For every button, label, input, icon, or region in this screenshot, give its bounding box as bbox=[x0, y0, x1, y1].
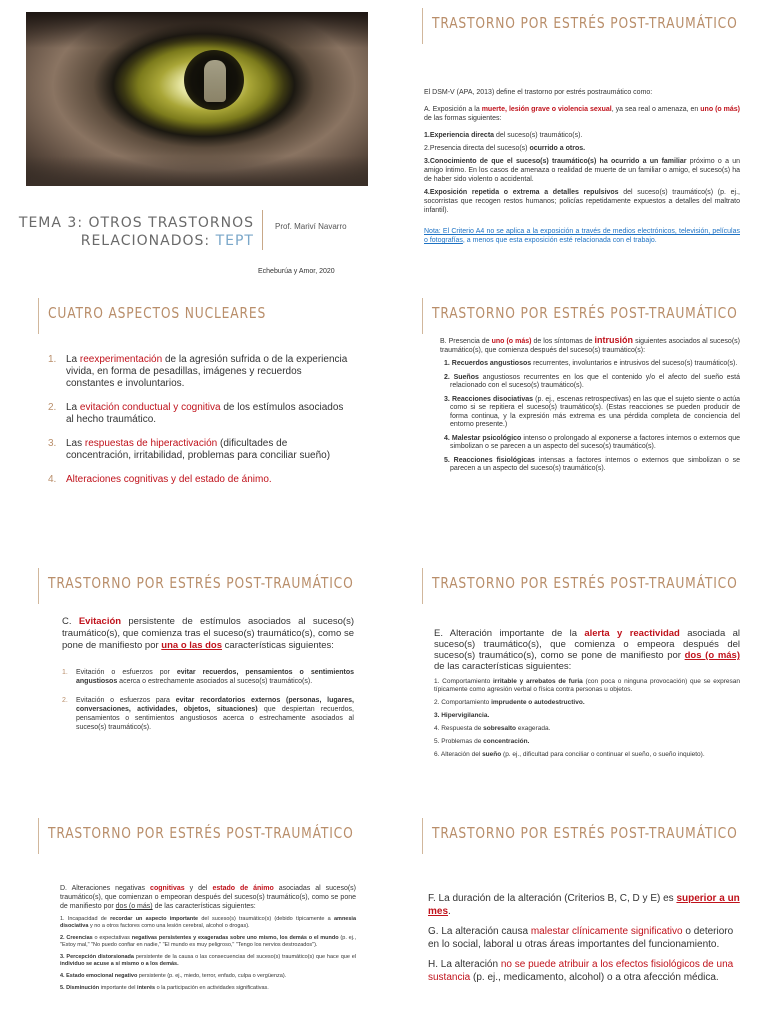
item-number: 4. bbox=[48, 474, 57, 485]
highlight-text: estado de ánimo bbox=[212, 885, 274, 892]
bold-text: 3.Conocimiento de que el suceso(s) traumático(s) ha ocurrido a un familiar bbox=[424, 158, 687, 165]
text-run: de las características siguientes: bbox=[434, 661, 572, 672]
highlight-text: malestar clínicamente significativo bbox=[530, 926, 683, 937]
item-number: 3. bbox=[48, 438, 57, 449]
text-run: siguientes asociados al suceso(s) traumático(s), que comienza después del suceso(s) traumático(s): bbox=[440, 338, 740, 354]
underlined-text: dos (o más) bbox=[115, 903, 153, 910]
list-item bbox=[434, 678, 740, 694]
list-item bbox=[60, 985, 356, 992]
bold-text: amnesia disociativa bbox=[60, 916, 357, 929]
bold-text: 3. Reacciones disociativas bbox=[444, 395, 534, 403]
highlight-text: Evitación bbox=[78, 616, 122, 627]
bold-text: 1. Recuerdos angustiosos bbox=[444, 360, 532, 367]
bold-text: irritable y arrebatos de furia bbox=[492, 678, 583, 685]
citation: Echeburúa y Amor, 2020 bbox=[258, 268, 335, 275]
slide-body bbox=[60, 884, 356, 997]
bold-text: 3. Hipervigilancia. bbox=[434, 712, 490, 719]
text-run: B. Presencia de bbox=[440, 338, 492, 345]
text-run: de los síntomas de bbox=[531, 338, 595, 345]
text-run: (p. ej., escenas retrospectivas) en las que el sujeto siente o actúa como si se repitiera el suceso(s) traumático(s). (Estas reacciones se pueden producir de forma continua, y la expresión más extrema es una pérdida completa de conciencia del entorno presente.) bbox=[450, 395, 740, 428]
bold-text: 2. Sueños bbox=[444, 373, 479, 381]
list-item bbox=[434, 751, 740, 759]
slide-heading: TRASTORNO POR ESTRÉS POST-TRAUMÁTICO bbox=[432, 304, 738, 322]
text-run: o la participación en actividades significativas. bbox=[155, 985, 269, 991]
text-run: 2.Presencia directa del suceso(s) bbox=[424, 145, 530, 152]
criterion-e bbox=[434, 628, 740, 672]
highlight-text: dos (o más) bbox=[684, 650, 741, 661]
lower-lid-shadow bbox=[26, 156, 368, 186]
text-run: asociadas al suceso(s) traumático(s), que comienzan o empeoran después del suceso(s) traumático(s), como se pone de manifiesto por bbox=[60, 885, 357, 910]
list-item bbox=[440, 435, 740, 452]
topic-title bbox=[19, 214, 254, 250]
intro-text: El DSM-V (APA, 2013) define el trastorno por estrés postraumático como: bbox=[424, 89, 653, 96]
text-run: y del bbox=[184, 885, 213, 892]
list-item bbox=[424, 131, 740, 140]
author-name: Prof. Mariví Navarro bbox=[275, 222, 347, 231]
text-run: Nota: bbox=[424, 228, 443, 235]
text-run: C. bbox=[62, 616, 79, 627]
text-run: características siguientes: bbox=[222, 640, 334, 651]
text-run: (p. ej., medicamento, alcohol) o a otra afección médica. bbox=[470, 972, 719, 983]
bold-text: ocurrido a otros. bbox=[529, 145, 586, 152]
bold-text: 4.Exposición repetida o extrema a detalles repulsivos bbox=[424, 189, 619, 196]
slide-criterion-b bbox=[384, 290, 768, 560]
text-run: asociada al suceso(s) traumático(s), que comienza o empeora después del suceso(s) traumático(s), como se pone de manifiesto por bbox=[434, 628, 740, 661]
text-run: exagerada. bbox=[516, 725, 551, 732]
slide-body bbox=[434, 628, 740, 764]
bold-text: evitar recuerdos, pensamientos o sentimientos angustiosos bbox=[76, 669, 354, 685]
text-run: del suceso(s) traumático(s). bbox=[494, 132, 583, 139]
text-run: F. La duración de la alteración (Criterios B, C, D y E) es bbox=[428, 893, 677, 904]
text-run: Evitación o esfuerzos para bbox=[76, 697, 176, 704]
list-item bbox=[60, 973, 356, 980]
text-run: 1. Incapacidad de bbox=[60, 916, 111, 922]
bold-text: negativas persistentes y exageradas sobre uno mismo, los demás o el mundo bbox=[131, 935, 339, 941]
slide-criteria-fgh bbox=[384, 810, 768, 1024]
text-run: o deterioro en lo social, laboral u otras áreas importantes del funcionamiento. bbox=[428, 926, 734, 950]
note-text bbox=[424, 227, 740, 245]
text-run: recurrentes, involuntarios e intrusivos del suceso(s) traumático(s). bbox=[531, 360, 738, 367]
core-aspects-list bbox=[48, 354, 348, 498]
text-run: acerca o estrechamente asociados al suceso(s) traumático(s). bbox=[117, 678, 313, 685]
slide-criterion-c bbox=[0, 560, 384, 810]
text-run: . bbox=[448, 906, 451, 917]
highlight-text: muerte, lesión grave o violencia sexual bbox=[481, 106, 612, 113]
item-number: 1. bbox=[62, 669, 68, 676]
bold-text: 4. Estado emocional negativo bbox=[60, 973, 138, 979]
highlight-text: no se puede atribuir a los efectos fisiológicos de una sustancia bbox=[428, 959, 734, 983]
criterion-f bbox=[428, 892, 744, 918]
text-run: persistente de estímulos asociados al suceso(s) traumático(s), que comienza tras el suceso(s) traumático(s), como se pone de manifiesto por bbox=[62, 616, 354, 651]
topic-title-text: RELACIONADOS: bbox=[80, 233, 216, 249]
text-run: D. Alteraciones negativas bbox=[60, 885, 151, 892]
highlight-text: evitación conductual y cognitiva bbox=[79, 402, 221, 413]
text-run: , ya sea real o amenaza, en bbox=[611, 106, 701, 113]
list-item bbox=[434, 712, 740, 720]
text-run: persistente de la causa o las consecuencias del suceso(s) traumático(s) que hace que el bbox=[133, 954, 356, 960]
slide-body bbox=[62, 616, 354, 742]
bold-text: concentración. bbox=[483, 738, 530, 745]
text-run: 5. Problemas de bbox=[434, 738, 484, 745]
item-number: 1. bbox=[48, 354, 57, 365]
text-run: próximo o a un amigo íntimo. En los casos de amenaza o realidad de muerte de un familiar o amigo, el suceso(s) ha de haber sido violento o accidental. bbox=[424, 158, 741, 183]
list-item bbox=[60, 954, 356, 968]
text-run: E. Alteración importante de la bbox=[434, 628, 585, 639]
criterion-g bbox=[428, 925, 744, 951]
bold-text: 3. Percepción distorsionada bbox=[60, 954, 134, 960]
item-text bbox=[66, 354, 348, 390]
text-run: o expectativas bbox=[92, 935, 132, 941]
underlined-text: El Criterio A4 no se aplica a la exposición a través de medios electrónicos, televisión, películas o fotografías bbox=[424, 228, 740, 244]
highlight-text: uno (o más) bbox=[491, 338, 532, 345]
list-item bbox=[48, 354, 348, 390]
text-run: Evitación o esfuerzos por bbox=[76, 669, 177, 676]
slide-heading: TRASTORNO POR ESTRÉS POST-TRAUMÁTICO bbox=[48, 824, 354, 842]
highlight-text: alerta y reactividad bbox=[584, 628, 680, 639]
list-item bbox=[434, 725, 740, 733]
text-run: intenso o prolongado al exponerse a factores internos o externos que simbolizan o se parecen a un aspecto del suceso(s) traumático(s). bbox=[450, 434, 740, 450]
slide-heading: TRASTORNO POR ESTRÉS POST-TRAUMÁTICO bbox=[48, 574, 354, 592]
text-run: intensas a factores internos o externos que simbolizan o se parecen a un aspecto del suceso(s) traumático(s). bbox=[450, 456, 740, 472]
list-item bbox=[48, 402, 348, 426]
criterion-a bbox=[424, 105, 740, 123]
bold-text: recordar un aspecto importante bbox=[110, 916, 199, 922]
criterion-a-list bbox=[424, 131, 740, 215]
item-text bbox=[66, 402, 348, 426]
text-run: (p. ej., "Estoy mal," "No puedo confiar en nadie," "El mundo es muy peligroso," "Tengo los nervios destrozados"). bbox=[60, 935, 356, 948]
text-run: y no a otros factores como una lesión cerebral, alcohol o drogas). bbox=[88, 923, 250, 929]
slide-body bbox=[440, 336, 740, 479]
bold-text: 5. Reacciones fisiológicas bbox=[444, 456, 535, 464]
criterion-c bbox=[62, 616, 354, 652]
highlight-text: una o las dos bbox=[161, 640, 223, 651]
slide-body bbox=[424, 88, 740, 253]
highlight-text: cognitivas bbox=[150, 885, 185, 892]
criterion-b bbox=[440, 336, 740, 355]
slide-heading: CUATRO ASPECTOS NUCLEARES bbox=[48, 304, 267, 322]
criterion-d-list bbox=[60, 916, 356, 992]
criterion-c-list bbox=[62, 668, 354, 732]
eye-image bbox=[26, 12, 368, 186]
topic-acronym: TEPT bbox=[215, 233, 254, 249]
item-number: 2. bbox=[48, 402, 57, 413]
highlight-text: intrusión bbox=[594, 335, 634, 345]
highlight-text: superior a un mes bbox=[428, 893, 740, 917]
bold-text: 4. Malestar psicológico bbox=[444, 434, 522, 442]
text-run: de las características siguientes: bbox=[152, 903, 256, 910]
item-text bbox=[76, 668, 354, 686]
bold-text: 5. Disminución bbox=[60, 985, 100, 991]
item-text bbox=[66, 438, 348, 462]
text-run: La bbox=[66, 354, 80, 365]
text-run: de los estímulos asociados al hecho traumático. bbox=[66, 402, 344, 425]
highlight-text: Alteraciones cognitivas y del estado de ánimo. bbox=[66, 474, 272, 485]
title-divider bbox=[262, 210, 263, 250]
criterion-d bbox=[60, 884, 356, 911]
text-run: Las bbox=[66, 438, 85, 449]
list-item bbox=[440, 360, 740, 369]
slide-body bbox=[428, 892, 744, 991]
list-item bbox=[48, 438, 348, 462]
criterion-h bbox=[428, 958, 744, 984]
bold-text: 1.Experiencia directa bbox=[424, 132, 495, 139]
slide-criterion-e bbox=[384, 560, 768, 810]
text-run: del suceso(s) traumático(s) (debido típicamente a bbox=[198, 916, 334, 922]
text-run: H. La alteración bbox=[428, 959, 501, 970]
text-run: persistente (p. ej., miedo, terror, enfado, culpa o vergüenza). bbox=[137, 973, 287, 979]
bold-text: 2. Creencias bbox=[60, 935, 93, 941]
topic-title-line1: TEMA 3: OTROS TRASTORNOS bbox=[18, 215, 254, 231]
list-item bbox=[62, 696, 354, 732]
list-item bbox=[62, 668, 354, 686]
list-item bbox=[60, 916, 356, 930]
eyelid-shadow bbox=[26, 12, 368, 48]
list-item bbox=[434, 738, 740, 746]
figure-in-pupil bbox=[204, 60, 226, 102]
text-run: importante del bbox=[99, 985, 138, 991]
text-run: angustiosos recurrentes en los que el contenido y/o el afecto del sueño está relacionado con el suceso(s) traumático(s). bbox=[450, 373, 740, 389]
text-run: 2. Comportamiento bbox=[434, 699, 492, 706]
slide-title bbox=[0, 0, 384, 290]
bold-text: evitar recordatorios externos (personas, lugares, conversaciones, actividades, objetos, situaciones) bbox=[76, 697, 354, 713]
topic-title-line2 bbox=[19, 232, 254, 250]
list-item bbox=[440, 396, 740, 430]
slide-criterion-d bbox=[0, 810, 384, 1024]
highlight-text: respuestas de hiperactivación bbox=[84, 438, 218, 449]
text-run: 6. Alteración del bbox=[434, 751, 483, 758]
slide-heading: TRASTORNO POR ESTRÉS POST-TRAUMÁTICO bbox=[432, 14, 738, 32]
list-item bbox=[48, 474, 348, 486]
slide-heading: TRASTORNO POR ESTRÉS POST-TRAUMÁTICO bbox=[432, 574, 738, 592]
text-run: de las formas siguientes: bbox=[424, 115, 502, 122]
highlight-text: uno (o más) bbox=[700, 106, 740, 113]
text-run: que despiertan recuerdos, pensamientos o sentimientos angustiosos acerca o estrechamente asociados al suceso(s) traumático(s). bbox=[76, 706, 355, 731]
bold-text: interés bbox=[137, 985, 156, 991]
text-run: (dificultades de concentración, irritabilidad, problemas para conciliar sueño) bbox=[66, 438, 331, 461]
criterion-e-list bbox=[434, 678, 740, 759]
list-item bbox=[424, 188, 740, 215]
list-item bbox=[434, 699, 740, 707]
text-run: La bbox=[66, 402, 80, 413]
text-run: del suceso(s) traumático(s) (p. ej., socorristas que recogen restos humanos; policías repetidamente expuestos a detalles del maltrato infantil). bbox=[424, 189, 740, 214]
bold-text: imprudente o autodestructivo. bbox=[491, 699, 585, 706]
bold-text: sueño bbox=[482, 751, 502, 758]
text-run: de la agresión sufrida o de la experiencia vivida, en forma de pesadillas, imágenes y recuerdos constantes e involuntarios. bbox=[66, 354, 348, 389]
list-item bbox=[60, 935, 356, 949]
text-run: G. La alteración causa bbox=[428, 926, 531, 937]
text-run: (con poca o ninguna provocación) que se expresan típicamente como agresión verbal o física contra personas u objetos. bbox=[434, 678, 740, 693]
item-number: 2. bbox=[62, 697, 68, 704]
bold-text: individuo se acuse a sí mismo o a los demás. bbox=[60, 961, 179, 967]
item-text bbox=[66, 474, 272, 486]
text-run: A. Exposición a la bbox=[424, 106, 482, 113]
list-item bbox=[424, 157, 740, 184]
text-run: 4. Respuesta de bbox=[434, 725, 484, 732]
bold-text: sobresalto bbox=[483, 725, 517, 732]
highlight-text: reexperimentación bbox=[79, 354, 163, 365]
list-item bbox=[440, 457, 740, 474]
slide-heading: TRASTORNO POR ESTRÉS POST-TRAUMÁTICO bbox=[432, 824, 738, 842]
text-run: , a menos que esta exposición esté relacionada con el trabajo. bbox=[462, 237, 657, 244]
slide-core-aspects bbox=[0, 290, 384, 560]
list-item bbox=[440, 374, 740, 391]
text-run: 1. Comportamiento bbox=[434, 678, 493, 685]
text-run: (p. ej., dificultad para conciliar o continuar el sueño, o sueño inquieto). bbox=[501, 751, 705, 758]
slide-criterion-a bbox=[384, 0, 768, 290]
list-item bbox=[424, 144, 740, 153]
item-text bbox=[76, 696, 354, 732]
